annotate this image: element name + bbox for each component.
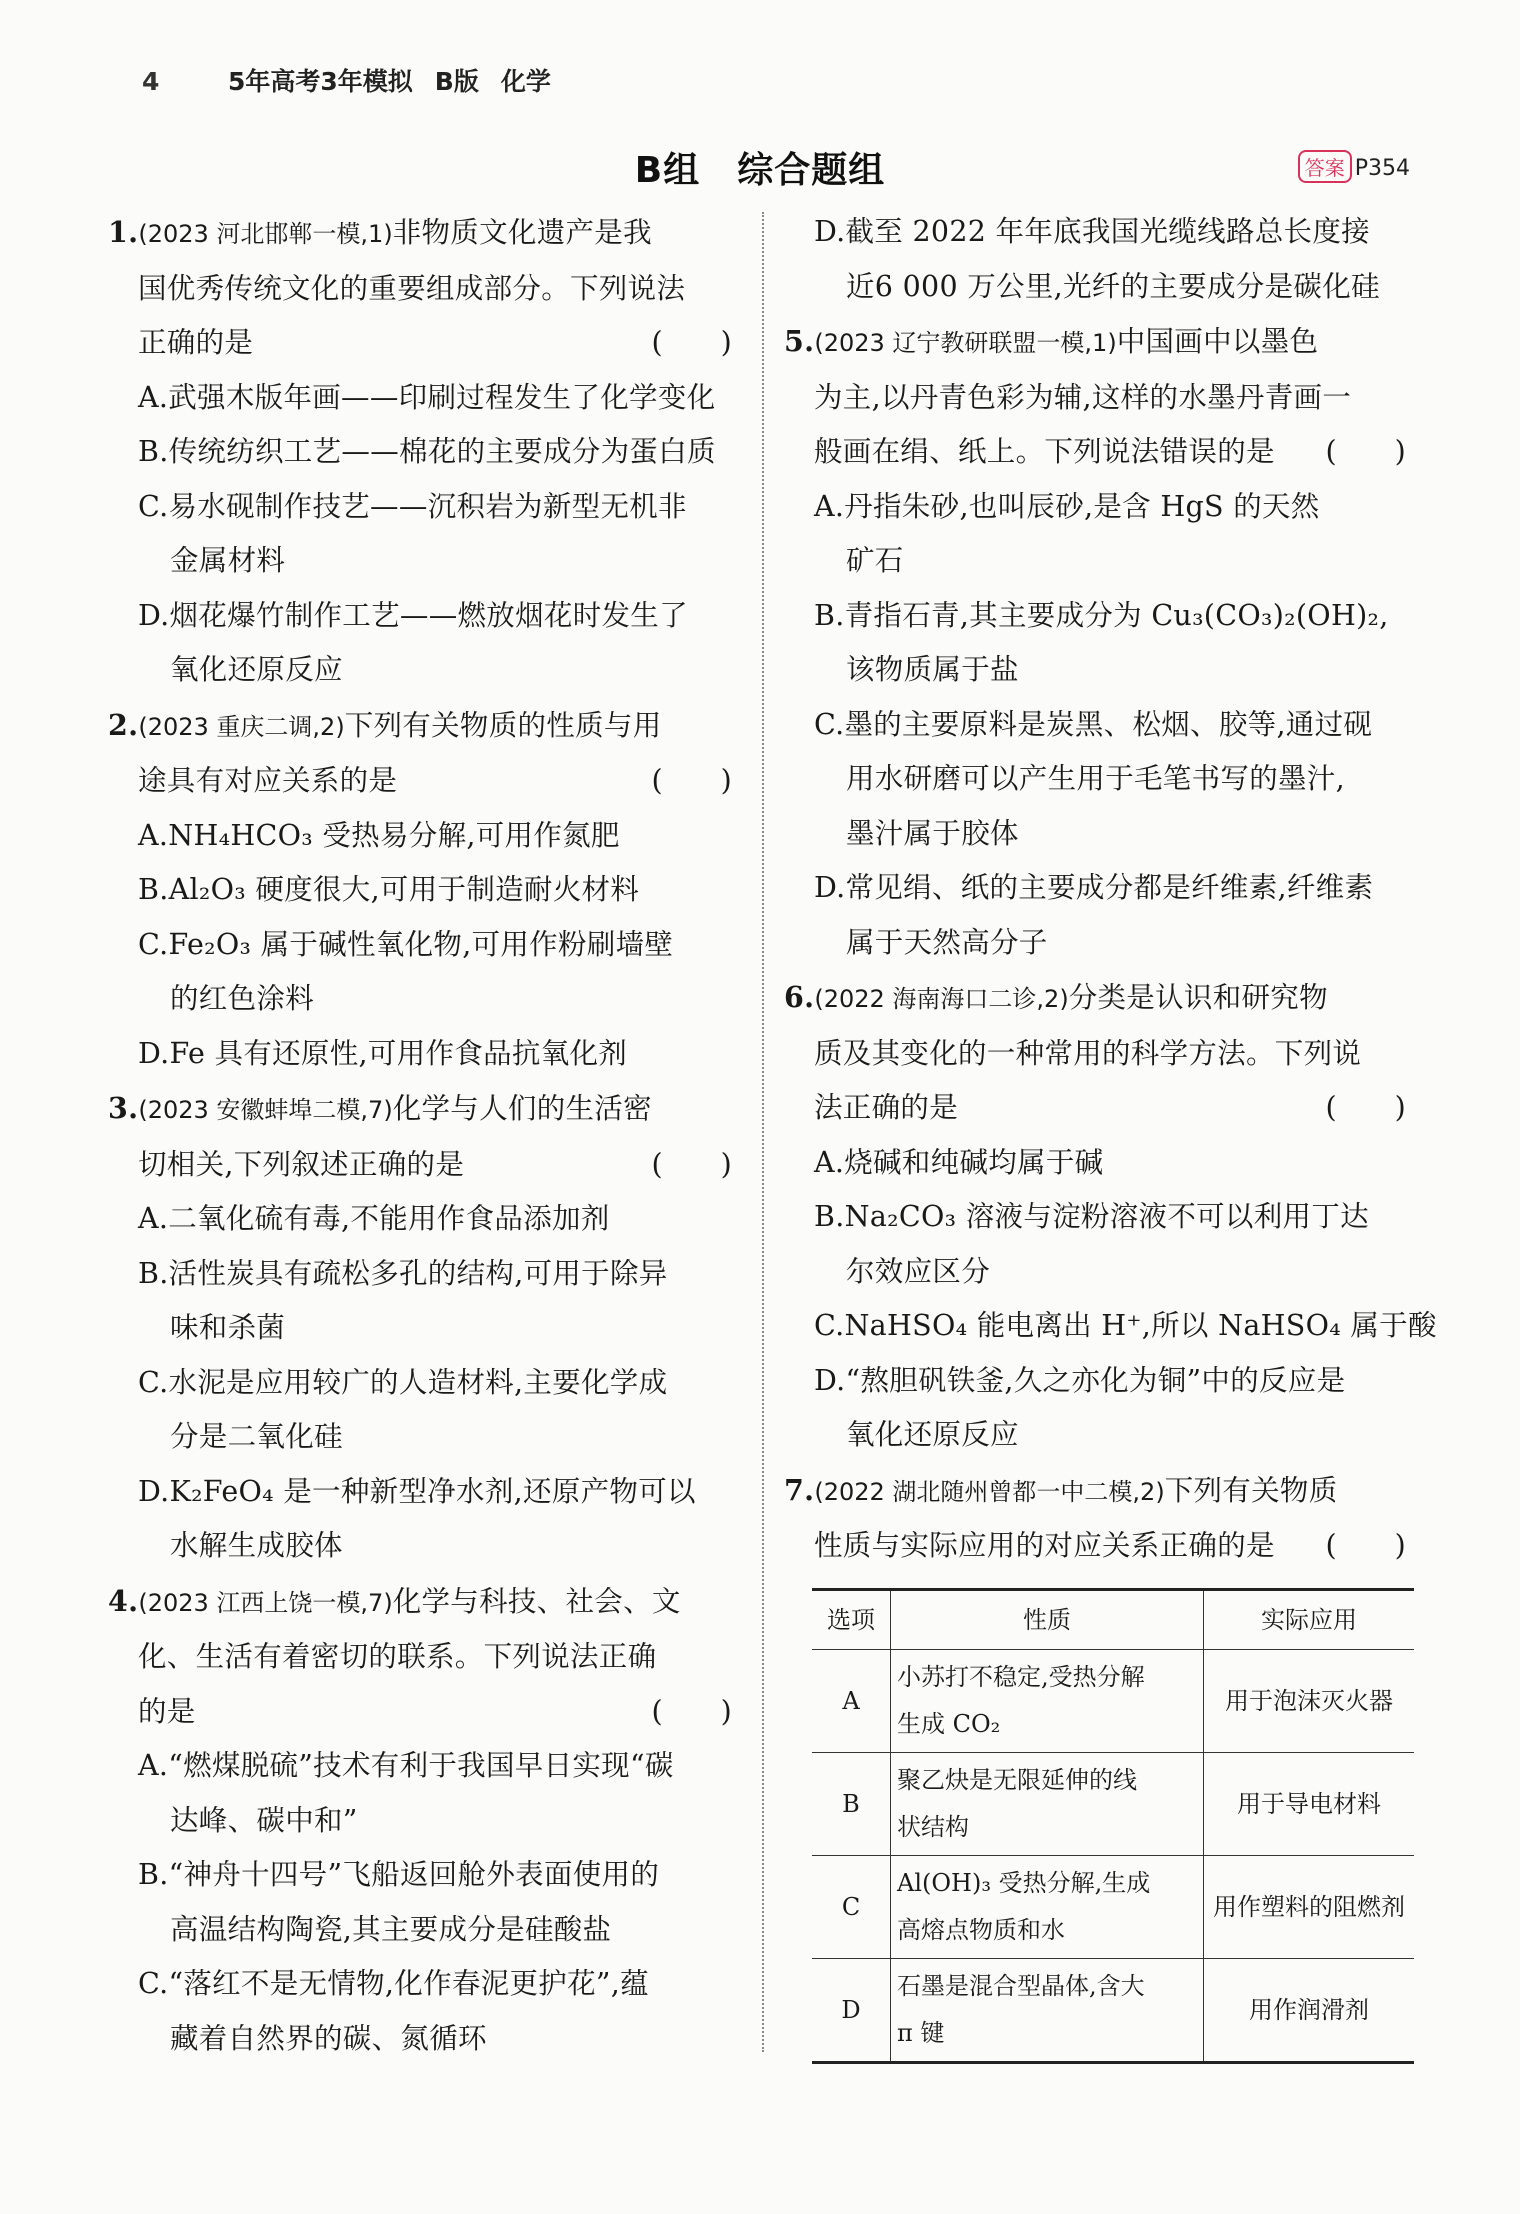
question-stem-line bbox=[108, 698, 740, 755]
answer-option bbox=[108, 1247, 740, 1302]
line-text: 正确的是 bbox=[138, 326, 254, 359]
table-cell-property bbox=[891, 1958, 1204, 2062]
table-cell-application: 用于导电材料 bbox=[1204, 1752, 1415, 1855]
line-text: 达峰、碳中和” bbox=[170, 1803, 358, 1837]
line-text: D.截至 2022 年年底我国光缆线路总长度接 bbox=[814, 215, 1370, 248]
answer-option bbox=[784, 589, 1414, 644]
answer-option-continuation bbox=[784, 260, 1414, 315]
question-number: 1. bbox=[108, 215, 139, 249]
right-column-lines bbox=[784, 205, 1437, 1574]
table-cell-application: 用作润滑剂 bbox=[1204, 1958, 1415, 2062]
question-stem-continuation bbox=[108, 754, 740, 809]
line-text: B.活性炭具有疏松多孔的结构,可用于除异 bbox=[138, 1256, 668, 1290]
line-text: 墨汁属于胶体 bbox=[846, 816, 1019, 850]
line-text: 尔效应区分 bbox=[846, 1254, 991, 1288]
table-cell-property bbox=[891, 1752, 1204, 1855]
question-stem-continuation bbox=[784, 1081, 1414, 1136]
line-text: A.NH₄HCO₃ 受热易分解,可用作氮肥 bbox=[138, 818, 620, 852]
question-stem-continuation bbox=[108, 1685, 740, 1740]
line-text: 属于天然高分子 bbox=[846, 925, 1048, 959]
properties-table bbox=[812, 1588, 1414, 2064]
line-text: D.烟花爆竹制作工艺——燃放烟花时发生了 bbox=[138, 598, 688, 632]
line-text: D.“熬胆矾铁釜,久之亦化为铜”中的反应是 bbox=[814, 1363, 1346, 1397]
line-text: 国优秀传统文化的重要组成部分。下列说法 bbox=[138, 271, 686, 305]
line-text: A.武强木版年画——印刷过程发生了化学变化 bbox=[138, 380, 716, 414]
line-text: D.Fe 具有还原性,可用作食品抗氧化剂 bbox=[138, 1036, 628, 1070]
answer-option-continuation bbox=[784, 807, 1414, 862]
answer-badge: 答案 bbox=[1298, 150, 1352, 183]
answer-option-continuation bbox=[784, 1245, 1414, 1300]
running-header bbox=[142, 62, 551, 98]
table-cell-option: B bbox=[812, 1752, 891, 1855]
table-cell-application: 用作塑料的阻燃剂 bbox=[1204, 1855, 1415, 1958]
answer-option bbox=[108, 1848, 740, 1903]
answer-option bbox=[784, 205, 1414, 260]
line-text: 下列有关物质的性质与用 bbox=[344, 708, 662, 742]
answer-option bbox=[108, 1465, 740, 1520]
table-header-property: 性质 bbox=[891, 1589, 1204, 1649]
line-text: C.Fe₂O₃ 属于碱性氧化物,可用作粉刷墙壁 bbox=[138, 927, 674, 961]
line-text: 途具有对应关系的是 bbox=[138, 764, 398, 797]
property-line: 小苏打不稳定,受热分解 bbox=[897, 1662, 1145, 1691]
line-text: B.“神舟十四号”飞船返回舱外表面使用的 bbox=[138, 1858, 660, 1891]
answer-blank: ( ) bbox=[651, 326, 732, 359]
line-text: 质及其变化的一种常用的科学方法。下列说 bbox=[814, 1036, 1362, 1070]
question-stem-line bbox=[108, 1574, 740, 1631]
line-text: B.Na₂CO₃ 溶液与淀粉溶液不可以利用丁达 bbox=[814, 1200, 1369, 1233]
answer-blank: ( ) bbox=[651, 1694, 732, 1728]
line-text: 化学与人们的生活密 bbox=[392, 1092, 652, 1125]
line-text: 的是 bbox=[138, 1694, 196, 1728]
answer-blank: ( ) bbox=[1325, 1091, 1406, 1124]
line-text: 分是二氧化硅 bbox=[170, 1420, 343, 1453]
question-stem-line bbox=[108, 205, 740, 262]
answer-option bbox=[108, 863, 740, 918]
table-row bbox=[812, 1649, 1414, 1752]
page-number: 4 bbox=[142, 67, 160, 96]
line-text: C.水泥是应用较广的人造材料,主要化学成 bbox=[138, 1365, 668, 1399]
question-stem-line bbox=[784, 970, 1414, 1027]
answer-blank: ( ) bbox=[1325, 1529, 1406, 1562]
answer-option-continuation bbox=[784, 1408, 1414, 1463]
line-text: 切相关,下列叙述正确的是 bbox=[138, 1147, 465, 1181]
answer-option-continuation bbox=[108, 1903, 740, 1958]
answer-option bbox=[784, 1354, 1414, 1409]
line-text: B.Al₂O₃ 硬度很大,可用于制造耐火材料 bbox=[138, 873, 640, 906]
question-number: 4. bbox=[108, 1583, 139, 1618]
property-line: 生成 CO₂ bbox=[897, 1709, 1001, 1738]
property-line: π 键 bbox=[897, 2018, 945, 2047]
answer-blank: ( ) bbox=[1325, 435, 1406, 468]
answer-option bbox=[108, 809, 740, 864]
right-column bbox=[784, 205, 1437, 2064]
answer-option bbox=[108, 425, 740, 480]
question-number: 2. bbox=[108, 707, 139, 742]
question-stem-continuation bbox=[108, 262, 740, 317]
line-text: 为主,以丹青色彩为辅,这样的水墨丹青画一 bbox=[814, 380, 1352, 414]
answer-option bbox=[784, 1190, 1414, 1245]
question-stem-continuation bbox=[108, 316, 740, 371]
line-text: B.青指石青,其主要成分为 Cu₃(CO₃)₂(OH)₂, bbox=[814, 598, 1389, 632]
line-text: 中国画中以墨色 bbox=[1116, 325, 1319, 358]
table-cell-property bbox=[891, 1649, 1204, 1752]
subject-label: 化学 bbox=[500, 67, 551, 96]
line-text: A.烧碱和纯碱均属于碱 bbox=[814, 1145, 1104, 1179]
line-text: D.常见绢、纸的主要成分都是纤维素,纤维素 bbox=[814, 871, 1374, 904]
question-stem-continuation bbox=[108, 1630, 740, 1685]
answer-option-continuation bbox=[108, 643, 740, 698]
answer-option-continuation bbox=[108, 1794, 740, 1849]
question-stem-continuation bbox=[108, 1138, 740, 1193]
line-text: B.传统纺织工艺——棉花的主要成分为蛋白质 bbox=[138, 435, 716, 468]
table-header-row bbox=[812, 1589, 1414, 1649]
question-stem-line bbox=[108, 1081, 740, 1138]
answer-option-continuation bbox=[784, 643, 1414, 698]
line-text: 非物质文化遗产是我 bbox=[392, 216, 652, 249]
answer-option-continuation bbox=[108, 1410, 740, 1465]
question-source: (2023 辽宁教研联盟一模,1) bbox=[814, 329, 1117, 357]
line-text: A.“燃煤脱硫”技术有利于我国早日实现“碳 bbox=[138, 1749, 674, 1782]
line-text: 近6 000 万公里,光纤的主要成分是碳化硅 bbox=[846, 269, 1380, 303]
answer-option-continuation bbox=[108, 1519, 740, 1574]
question-stem-line bbox=[784, 1463, 1414, 1520]
question-number: 5. bbox=[784, 324, 815, 358]
answer-option-continuation bbox=[108, 2012, 740, 2067]
line-text: 水解生成胶体 bbox=[170, 1529, 343, 1562]
book-title: 5年高考3年模拟 bbox=[228, 67, 413, 96]
question-source: (2023 江西上饶一模,7) bbox=[138, 1588, 393, 1617]
answer-option-continuation bbox=[784, 916, 1414, 971]
line-text: 矿石 bbox=[846, 544, 904, 577]
table-cell-property bbox=[891, 1855, 1204, 1958]
answer-option bbox=[784, 861, 1414, 916]
left-column bbox=[108, 205, 740, 2066]
question-stem-continuation bbox=[784, 1519, 1414, 1574]
answer-blank: ( ) bbox=[651, 1147, 732, 1181]
answer-page: P354 bbox=[1354, 156, 1410, 181]
property-line: 聚乙炔是无限延伸的线 bbox=[897, 1765, 1137, 1794]
answer-option bbox=[108, 480, 740, 535]
column-divider bbox=[762, 212, 764, 2052]
answer-option bbox=[108, 1027, 740, 1082]
answer-option bbox=[108, 371, 740, 426]
answer-option-continuation bbox=[784, 534, 1414, 589]
answer-option-continuation bbox=[784, 752, 1414, 807]
question-source: (2023 重庆二调,2) bbox=[138, 712, 345, 741]
table-cell-option: C bbox=[812, 1855, 891, 1958]
line-text: 性质与实际应用的对应关系正确的是 bbox=[814, 1529, 1275, 1562]
section-title: B组 综合题组 bbox=[634, 150, 886, 191]
line-text: 的红色涂料 bbox=[170, 982, 315, 1015]
question-number: 3. bbox=[108, 1091, 139, 1125]
property-line: Al(OH)₃ 受热分解,生成 bbox=[897, 1868, 1151, 1897]
line-text: C.墨的主要原料是炭黑、松烟、胶等,通过砚 bbox=[814, 707, 1373, 741]
line-text: C.“落红不是无情物,化作春泥更护花”,蕴 bbox=[138, 1967, 649, 2000]
line-text: 用水研磨可以产生用于毛笔书写的墨汁, bbox=[846, 762, 1345, 795]
question-source: (2023 河北邯郸一模,1) bbox=[138, 220, 393, 248]
property-line: 石墨是混合型晶体,含大 bbox=[897, 1971, 1145, 2000]
answer-option bbox=[108, 1192, 740, 1247]
edition-label: B版 bbox=[434, 67, 479, 96]
line-text: 化学与科技、社会、文 bbox=[392, 1584, 681, 1618]
question-number: 7. bbox=[784, 1472, 815, 1507]
property-line: 状结构 bbox=[897, 1812, 969, 1841]
answer-blank: ( ) bbox=[651, 764, 732, 797]
table-row bbox=[812, 1752, 1414, 1855]
line-text: 金属材料 bbox=[170, 544, 286, 577]
question-number: 6. bbox=[784, 980, 815, 1014]
table-cell-option: D bbox=[812, 1958, 891, 2062]
property-line: 高熔点物质和水 bbox=[897, 1915, 1065, 1944]
answer-option bbox=[108, 1739, 740, 1794]
question-stem-continuation bbox=[784, 425, 1414, 480]
line-text: 法正确的是 bbox=[814, 1091, 959, 1124]
line-text: 化、生活有着密切的联系。下列说法正确 bbox=[138, 1640, 657, 1673]
answer-option bbox=[784, 1299, 1437, 1354]
line-text: A.二氧化硫有毒,不能用作食品添加剂 bbox=[138, 1202, 610, 1235]
answer-option bbox=[784, 698, 1414, 753]
line-text: 氧化还原反应 bbox=[846, 1418, 1019, 1451]
question-stem-continuation bbox=[784, 1027, 1414, 1082]
table-row bbox=[812, 1855, 1414, 1958]
answer-option bbox=[784, 480, 1414, 535]
answer-option bbox=[108, 918, 740, 973]
line-text: 该物质属于盐 bbox=[846, 653, 1019, 686]
question-source: (2023 安徽蚌埠二模,7) bbox=[138, 1096, 393, 1124]
answer-option bbox=[784, 1136, 1414, 1191]
answer-option-continuation bbox=[108, 534, 740, 589]
line-text: 分类是认识和研究物 bbox=[1068, 981, 1328, 1014]
answer-option bbox=[108, 1356, 740, 1411]
answer-option-continuation bbox=[108, 1301, 740, 1356]
question-stem-line bbox=[784, 314, 1414, 371]
line-text: C.易水砚制作技艺——沉积岩为新型无机非 bbox=[138, 489, 687, 523]
line-text: C.NaHSO₄ 能电离出 H⁺,所以 NaHSO₄ 属于酸 bbox=[814, 1309, 1437, 1342]
line-text: 味和杀菌 bbox=[170, 1311, 286, 1344]
line-text: 般画在绢、纸上。下列说法错误的是 bbox=[814, 435, 1275, 468]
table-header-option: 选项 bbox=[812, 1589, 891, 1649]
table-cell-option: A bbox=[812, 1649, 891, 1752]
answer-option-continuation bbox=[108, 972, 740, 1027]
answer-option bbox=[108, 1957, 740, 2012]
line-text: D.K₂FeO₄ 是一种新型净水剂,还原产物可以 bbox=[138, 1474, 696, 1508]
line-text: 藏着自然界的碳、氮循环 bbox=[170, 2021, 487, 2055]
answer-reference bbox=[1298, 150, 1410, 183]
table-header-application: 实际应用 bbox=[1204, 1589, 1415, 1649]
question-source: (2022 湖北随州曾都一中二模,2) bbox=[814, 1477, 1165, 1506]
table-row bbox=[812, 1958, 1414, 2062]
table-cell-application: 用于泡沫灭火器 bbox=[1204, 1649, 1415, 1752]
question-stem-continuation bbox=[784, 371, 1414, 426]
line-text: 下列有关物质 bbox=[1164, 1473, 1338, 1507]
line-text: A.丹指朱砂,也叫辰砂,是含 HgS 的天然 bbox=[814, 489, 1320, 523]
answer-option bbox=[108, 589, 740, 644]
line-text: 高温结构陶瓷,其主要成分是硅酸盐 bbox=[170, 1912, 612, 1946]
line-text: 氧化还原反应 bbox=[170, 653, 343, 686]
question-source: (2022 海南海口二诊,2) bbox=[814, 985, 1069, 1013]
